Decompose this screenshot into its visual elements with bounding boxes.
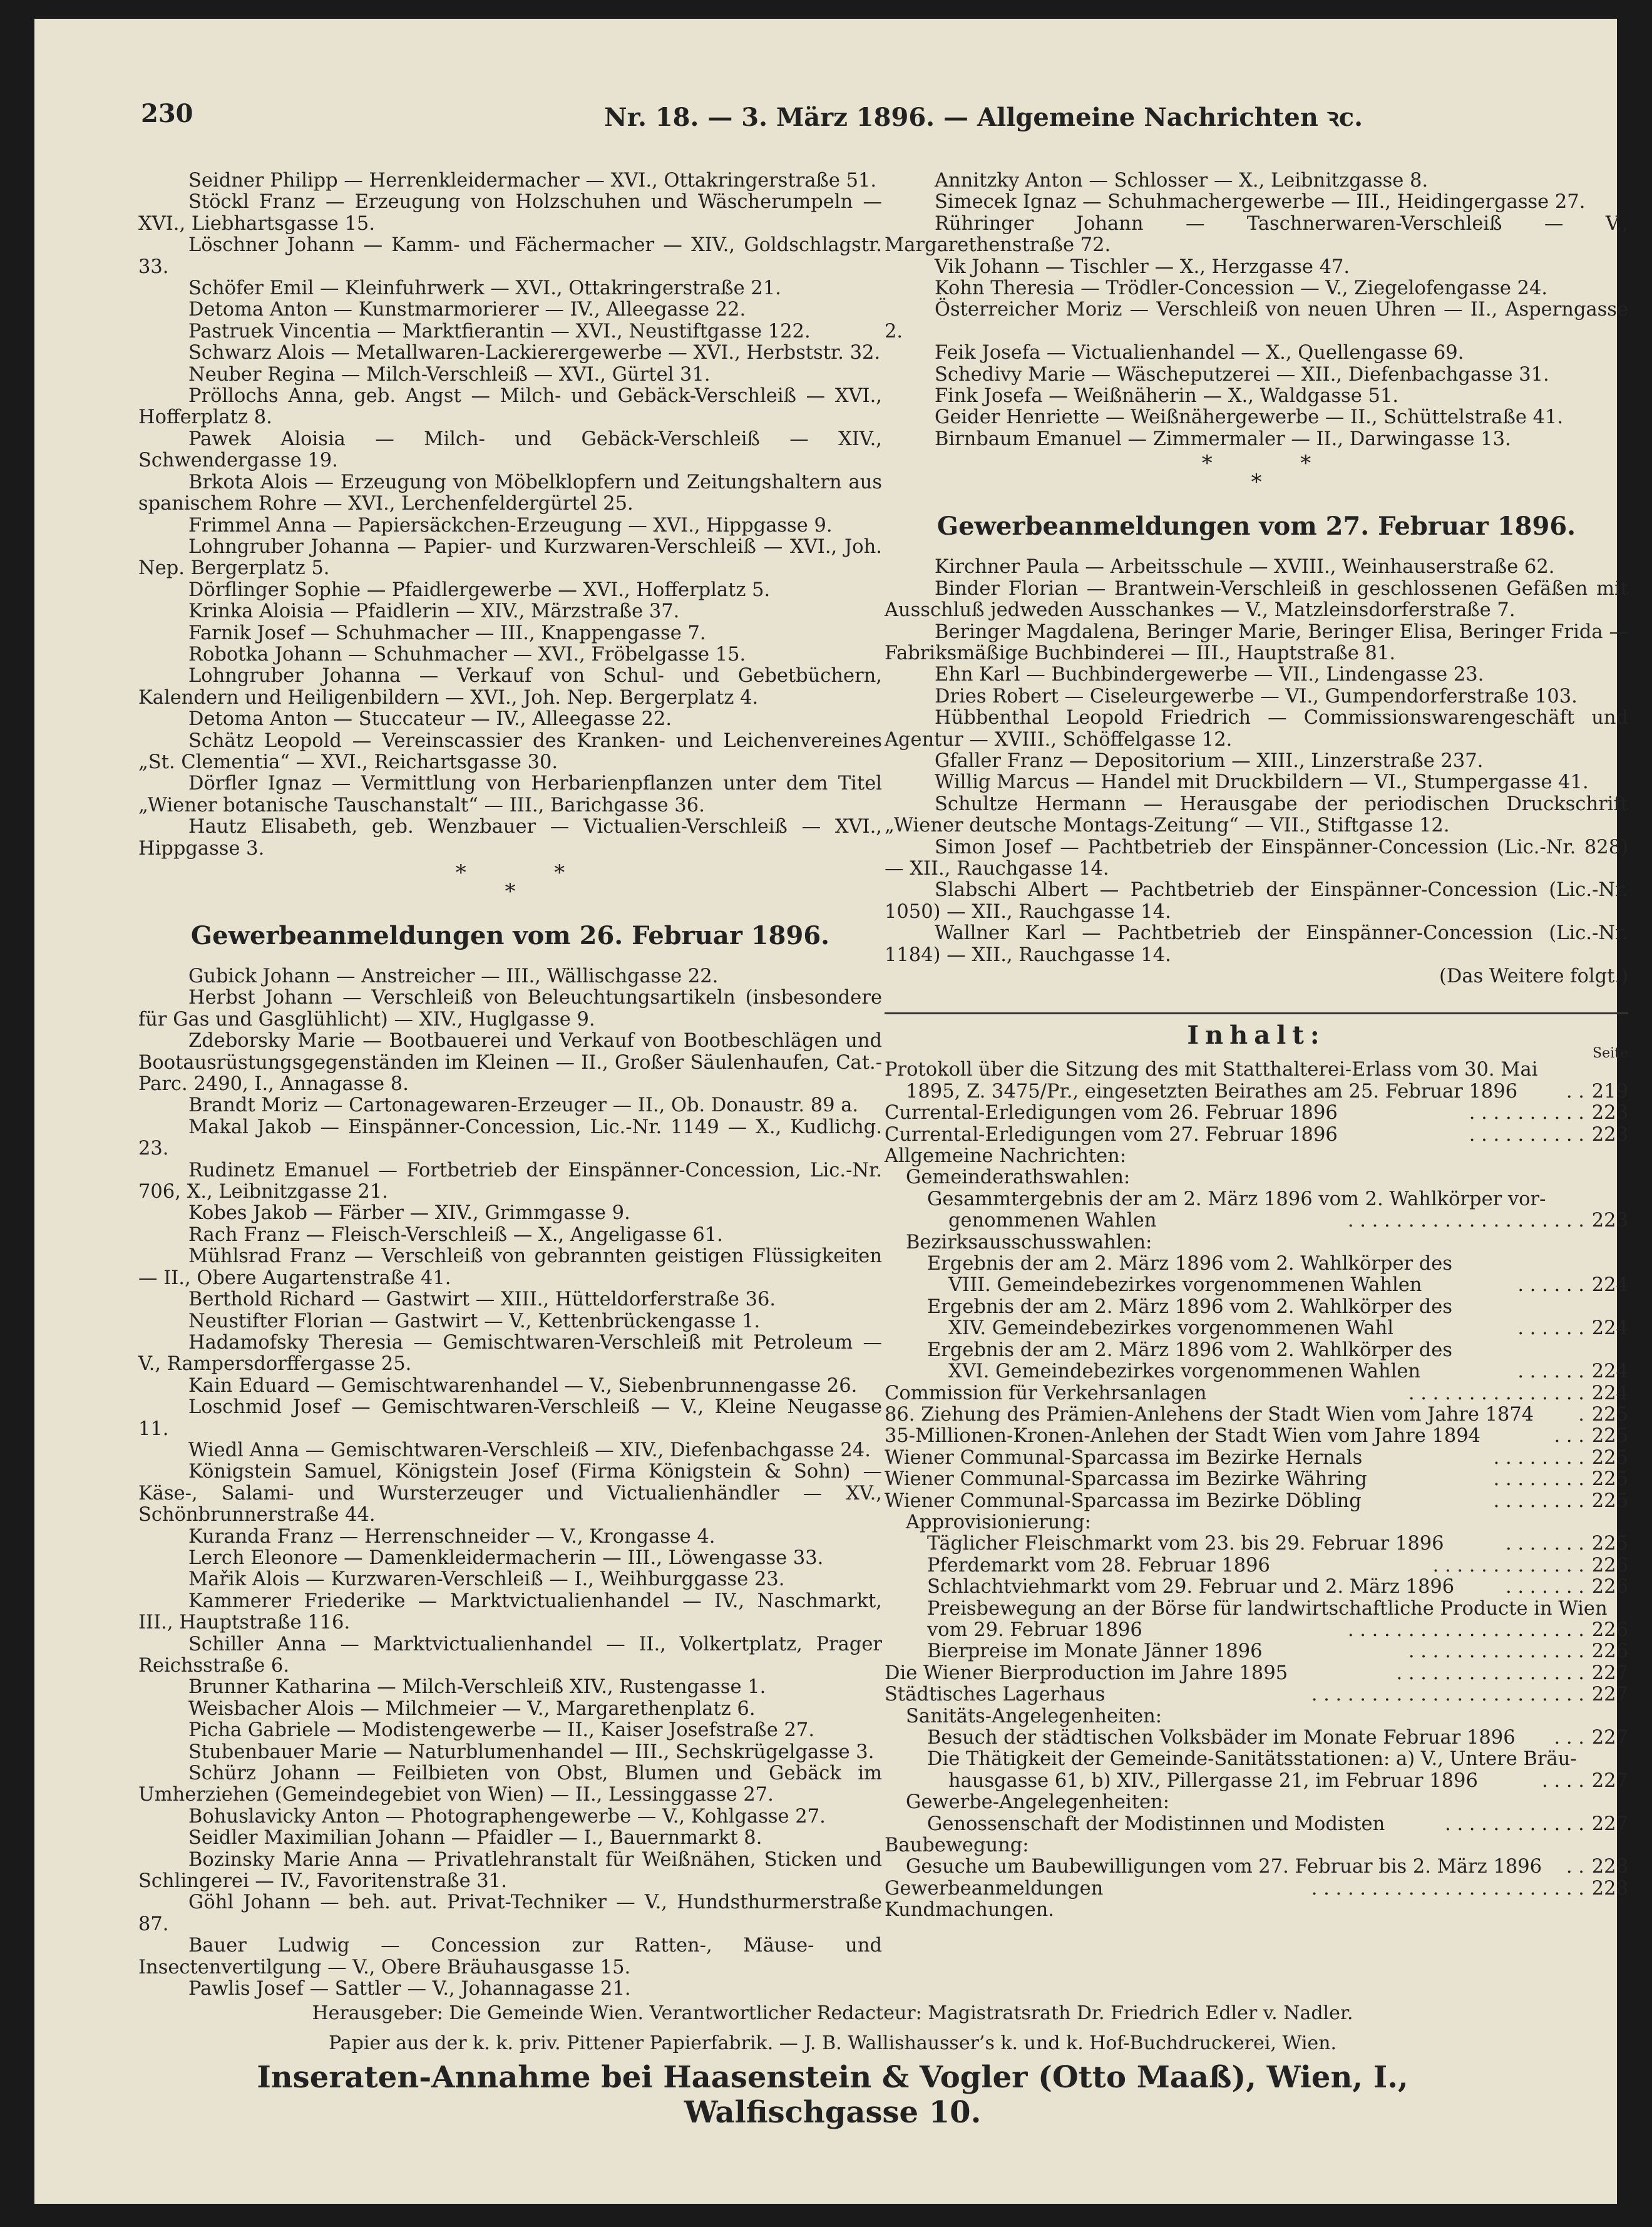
- toc-page: 226: [1591, 1640, 1628, 1663]
- list-item: Birnbaum Emanuel — Zimmermaler — II., Darwingasse 13.: [935, 428, 1511, 450]
- entry-list: [885, 170, 1628, 450]
- list-item: Dries Robert — Ciseleurgewerbe — VI., Gumpendorferstraße 103.: [935, 685, 1578, 707]
- toc-page: 225: [1591, 1468, 1628, 1491]
- list-item: Brkota Alois — Erzeugung von Möbelklopfern und Zeitungshaltern aus spanischem Rohre — XVI., Lerchenfeldergürtel 25.: [138, 471, 882, 515]
- toc-row: Gewerbeanmeldungen . . . . . . . . . . . . . . . . . . . . . . . 228: [885, 1877, 1628, 1900]
- list-item: Seidler Maximilian Johann — Pfaidler — I., Bauernmarkt 8.: [188, 1827, 762, 1849]
- section-title: Gewerbeanmeldungen vom 27. Februar 1896.: [936, 512, 1576, 542]
- list-item: Rach Franz — Fleisch-Verschleiß — X., Angeligasse 61.: [188, 1223, 723, 1246]
- list-item: Stöckl Franz — Erzeugung von Holzschuhen und Wäscherumpeln — XVI., Liebhartsgasse 15.: [138, 191, 882, 235]
- list-item: Dörfler Ignaz — Vermittlung von Herbarienpflanzen unter dem Titel „Wiener botanische Tauschanstalt“ — III., Barichgasse 36.: [138, 773, 882, 816]
- list-item: Wallner Karl — Pachtbetrieb der Einspänner-Concession (Lic.-Nr. 1184) — XII., Rauchgasse 14.: [885, 922, 1628, 966]
- toc-row: Wiener Communal-Sparcassa im Bezirke Hernals . . . . . . . . 225: [885, 1446, 1628, 1469]
- list-item: Schultze Hermann — Herausgabe der periodischen Druckschrift „Wiener deutsche Montags-Zeitung“ — VII., Stiftgasse 12.: [885, 793, 1628, 837]
- list-item: Rudinetz Emanuel — Fortbetrieb der Einspänner-Concession, Lic.-Nr. 706, X., Leibnitzgasse 21.: [138, 1159, 882, 1203]
- toc-row: Ergebnis der am 2. März 1896 vom 2. Wahlkörper des: [927, 1295, 1452, 1318]
- list-item: Kuranda Franz — Herrenschneider — V., Krongasse 4.: [188, 1525, 716, 1548]
- toc-row: 86. Ziehung des Prämien-Anlehens der Stadt Wien vom Jahre 1874 . 225: [885, 1403, 1628, 1426]
- list-item: Seidner Philipp — Herrenkleidermacher — XVI., Ottakringerstraße 51.: [188, 170, 877, 192]
- list-item: Binder Florian — Brantwein-Verschleiß in geschlossenen Gefäßen mit Ausschluß jedweden Ausschankes — V., Matzleinsdorferstraße 7.: [885, 577, 1628, 622]
- list-item: Hübbenthal Leopold Friedrich — Commissionswarengeschäft und Agentur — XVIII., Schöffelgasse 12.: [885, 707, 1628, 751]
- list-item: Frimmel Anna — Papiersäckchen-Erzeugung — XVI., Hippgasse 9.: [188, 514, 833, 537]
- list-item: Lohngruber Johanna — Verkauf von Schul- und Gebetbüchern, Kalendern und Heiligenbildern — XVI., Joh. Nep. Bergerplatz 4.: [138, 665, 882, 709]
- list-item: Loschmid Josef — Gemischtwaren-Verschleiß — V., Kleine Neugasse 11.: [138, 1396, 882, 1440]
- list-item: Kobes Jakob — Färber — XIV., Grimmgasse 9.: [188, 1202, 630, 1225]
- list-item: Detoma Anton — Stuccateur — IV., Alleegasse 22.: [188, 708, 672, 731]
- list-item: Fink Josefa — Weißnäherin — X., Waldgasse 51.: [935, 385, 1399, 408]
- toc-page: 226: [1591, 1576, 1628, 1598]
- publisher-line: Herausgeber: Die Gemeinde Wien. Verantwortlicher Redacteur: Magistratsrath Dr. Friedrich Edler v. Nadler.: [312, 2002, 1353, 2024]
- toc-row: vom 29. Februar 1896 . . . . . . . . . . . . . . . . . . . . 226: [927, 1618, 1628, 1641]
- list-item: Bozinsky Marie Anna — Privatlehranstalt für Weißnähen, Sticken und Schlingerei — IV., Favoritenstraße 31.: [138, 1848, 882, 1893]
- list-item: Lerch Eleonore — Damenkleidermacherin — III., Löwengasse 33.: [188, 1546, 824, 1569]
- toc-page: 223: [1591, 1102, 1628, 1124]
- list-item: Pastruek Vincentia — Marktfierantin — XVI., Neustiftgasse 122.: [188, 320, 811, 342]
- toc-page: 227: [1591, 1813, 1628, 1835]
- list-item: Weisbacher Alois — Milchmeier — V., Margarethenplatz 6.: [188, 1697, 756, 1720]
- list-item: Simon Josef — Pachtbetrieb der Einspänner-Concession (Lic.-Nr. 828) — XII., Rauchgasse 14.: [885, 836, 1628, 880]
- toc-row: Protokoll über die Sitzung des mit Statthalterei-Erlass vom 30. Mai: [885, 1059, 1538, 1081]
- toc-row: Commission für Verkehrsanlagen . . . . . . . . . . . . . . . 224: [885, 1382, 1628, 1404]
- left-column: [138, 170, 882, 2000]
- page-header: [141, 88, 1518, 131]
- list-item: Hadamofsky Theresia — Gemischtwaren-Verschleiß mit Petroleum — V., Rampersdorffergasse 25.: [138, 1331, 882, 1376]
- toc-row: Bierpreise im Monate Jänner 1896 . . . . . . . . . . . . . . . 226: [927, 1640, 1628, 1663]
- section-divider: * * *: [1201, 451, 1311, 495]
- list-item: Mařik Alois — Kurzwaren-Verschleiß — I., Weihburggasse 23.: [188, 1568, 785, 1591]
- list-item: Brunner Katharina — Milch-Verschleiß XIV., Rustengasse 1.: [188, 1676, 766, 1699]
- toc-row: Gesuche um Baubewilligungen vom 27. Februar bis 2. März 1896 . . 228: [906, 1856, 1628, 1878]
- list-item: Zdeborsky Marie — Bootbauerei und Verkauf von Bootbeschlägen und Bootausrüstungsgegenständen im Kleinen — II., Großer Säulenhaufen, Cat.-Parc. 2490, I., Annagasse 8.: [138, 1030, 882, 1096]
- list-item: Bauer Ludwig — Concession zur Ratten-, Mäuse- und Insectenvertilgung — V., Obere Bräuhausgasse 15.: [138, 1935, 882, 1978]
- list-item: Pawlis Josef — Sattler — V., Johannagasse 21.: [188, 1978, 631, 2000]
- list-item: Willig Marcus — Handel mit Druckbildern — VI., Stumpergasse 41.: [935, 771, 1589, 794]
- list-item: Gubick Johann — Anstreicher — III., Wällischgasse 22.: [188, 965, 719, 987]
- list-item: Kohn Theresia — Trödler-Concession — V., Ziegelofengasse 24.: [935, 277, 1548, 300]
- list-item: Löschner Johann — Kamm- und Fächermacher — XIV., Goldschlagstr. 33.: [138, 234, 882, 278]
- list-item: Mühlsrad Franz — Verschleiß von gebrannten geistigen Flüssigkeiten — II., Obere Augartenstraße 41.: [138, 1245, 882, 1289]
- toc-row: hausgasse 61, b) XIV., Pillergasse 21, im Februar 1896 . . . . 227: [948, 1769, 1628, 1792]
- toc-row: 35-Millionen-Kronen-Anlehen der Stadt Wien vom Jahre 1894 . . . 225: [885, 1425, 1628, 1448]
- toc-row: Sanitäts-Angelegenheiten:: [906, 1705, 1162, 1727]
- list-item: Rühringer Johann — Taschnerwaren-Verschleiß — V., Margarethenstraße 72.: [885, 212, 1628, 257]
- toc-row: Approvisionierung:: [906, 1511, 1091, 1533]
- toc-page: 224: [1591, 1274, 1628, 1297]
- toc-row: Gewerbe-Angelegenheiten:: [906, 1791, 1169, 1814]
- list-item: Schöfer Emil — Kleinfuhrwerk — XVI., Ottakringerstraße 21.: [188, 277, 781, 300]
- toc-page: 227: [1591, 1662, 1628, 1684]
- toc-page: 223: [1591, 1210, 1628, 1232]
- running-title: Nr. 18. — 3. März 1896. — Allgemeine Nachrichten ꝛc.: [604, 103, 1363, 132]
- toc-row: genommenen Wahlen . . . . . . . . . . . . . . . . . . . . 223: [948, 1210, 1628, 1232]
- entry-list: [138, 966, 882, 2000]
- list-item: Geider Henriette — Weißnähergewerbe — II., Schüttelstraße 41.: [935, 406, 1564, 429]
- newspaper-page: [34, 19, 1628, 2204]
- list-item: Königstein Samuel, Königstein Josef (Firma Königstein & Sohn) — Käse-, Salami- und Wursterzeuger und Victualienhändler — XV., Schönbrunnerstraße 44.: [138, 1461, 882, 1526]
- list-item: Berthold Richard — Gastwirt — XIII., Hütteldorferstraße 36.: [188, 1288, 776, 1311]
- toc-page: 225: [1591, 1533, 1628, 1555]
- list-item: Detoma Anton — Kunstmarmorierer — IV., Alleegasse 22.: [188, 299, 746, 321]
- list-item: Schätz Leopold — Vereinscassier des Kranken- und Leichenvereines „St. Clementia“ — XVI., Reichartsgasse 30.: [138, 729, 882, 773]
- toc-page: 227: [1591, 1684, 1628, 1706]
- list-item: Brandt Moriz — Cartonagewaren-Erzeuger — II., Ob. Donaustr. 89 a.: [188, 1094, 859, 1117]
- list-item: Feik Josefa — Victualienhandel — X., Quellengasse 69.: [935, 342, 1464, 364]
- list-item: Stubenbauer Marie — Naturblumenhandel — III., Sechskrügelgasse 3.: [188, 1741, 875, 1763]
- page-number: 230: [141, 99, 193, 128]
- toc-page: 227: [1591, 1769, 1628, 1792]
- toc-page: 226: [1591, 1554, 1628, 1576]
- list-item: Beringer Magdalena, Beringer Marie, Beringer Elisa, Beringer Frida — Fabriksmäßige Buchbinderei — III., Hauptstraße 81.: [885, 620, 1628, 664]
- advertising-line: Inseraten-Annahme bei Haasenstein & Vogler (Otto Maaß), Wien, I., Walfischgasse 10.: [257, 2060, 1408, 2130]
- toc-row: Gemeinderathswahlen:: [906, 1166, 1131, 1189]
- list-item: Farnik Josef — Schuhmacher — III., Knappengasse 7.: [188, 622, 706, 644]
- list-item: Robotka Johann — Schuhmacher — XVI., Fröbelgasse 15.: [188, 643, 746, 666]
- list-item: Slabschi Albert — Pachtbetrieb der Einspänner-Concession (Lic.-Nr. 1050) — XII., Rauchgasse 14.: [885, 879, 1628, 923]
- toc-row: Preisbewegung an der Börse für landwirtschaftliche Producte in Wien: [927, 1597, 1608, 1620]
- section-divider: * * *: [455, 860, 565, 904]
- list-item: Annitzky Anton — Schlosser — X., Leibnitzgasse 8.: [935, 170, 1429, 192]
- toc-row: Die Thätigkeit der Gemeinde-Sanitätsstationen: a) V., Untere Bräu-: [927, 1748, 1577, 1771]
- entry-list: [138, 170, 882, 860]
- toc-title: Inhalt:: [1187, 1021, 1326, 1051]
- list-item: Österreicher Moriz — Verschleiß von neuen Uhren — II., Asperngasse 2.: [885, 299, 1628, 342]
- list-item: Schiller Anna — Marktvictualienhandel — II., Volkertplatz, Prager Reichsstraße 6.: [138, 1633, 882, 1677]
- toc-row: Ergebnis der am 2. März 1896 vom 2. Wahlkörper des: [927, 1253, 1452, 1275]
- toc-row: Currental-Erledigungen vom 26. Februar 1896 . . . . . . . . . . 223: [885, 1102, 1628, 1124]
- toc-row: Täglicher Fleischmarkt vom 23. bis 29. Februar 1896 . . . . . . . 225: [927, 1533, 1628, 1555]
- toc-page: 227: [1591, 1727, 1628, 1749]
- toc-row: Genossenschaft der Modistinnen und Modisten . . . . . . . . . . . . 227: [927, 1813, 1628, 1835]
- toc-row: Kundmachungen.: [885, 1899, 1054, 1921]
- list-item: Pröllochs Anna, geb. Angst — Milch- und Gebäck-Verschleiß — XVI., Hofferplatz 8.: [138, 385, 882, 429]
- list-item: Schedivy Marie — Wäscheputzerei — XII., Diefenbachgasse 31.: [935, 363, 1549, 386]
- toc-row: Die Wiener Bierproduction im Jahre 1895 . . . . . . . . . . . . . . . . 227: [885, 1662, 1628, 1684]
- toc-row: Städtisches Lagerhaus . . . . . . . . . . . . . . . . . . . . . . . 227: [885, 1684, 1628, 1706]
- right-column: [885, 170, 1628, 1921]
- toc-page-header: Seite: [1593, 1046, 1628, 1062]
- list-item: Picha Gabriele — Modistengewerbe — II., Kaiser Josefstraße 27.: [188, 1719, 815, 1742]
- toc-row: Pferdemarkt vom 28. Februar 1896 . . . . . . . . . . . . . 226: [927, 1554, 1628, 1576]
- list-item: Makal Jakob — Einspänner-Concession, Lic.-Nr. 1149 — X., Kudlichg. 23.: [138, 1116, 882, 1160]
- toc-row: Gesammtergebnis der am 2. März 1896 vom 2. Wahlkörper vor-: [927, 1188, 1546, 1210]
- list-item: Simecek Ignaz — Schuhmachergewerbe — III., Heidingergasse 27.: [935, 191, 1586, 213]
- section-title: Gewerbeanmeldungen vom 26. Februar 1896.: [190, 921, 830, 950]
- toc-page: 219: [1591, 1080, 1628, 1103]
- toc-page: 226: [1591, 1618, 1628, 1641]
- toc-row: XVI. Gemeindebezirkes vorgenommenen Wahlen . . . . . . 224: [948, 1360, 1628, 1383]
- toc-row: Wiener Communal-Sparcassa im Bezirke Währing . . . . . . . . 225: [885, 1468, 1628, 1491]
- entry-list: [885, 557, 1628, 966]
- toc-page: 225: [1591, 1403, 1628, 1426]
- list-item: Krinka Aloisia — Pfaidlerin — XIV., Märzstraße 37.: [188, 600, 680, 623]
- list-item: Vik Johann — Tischler — X., Herzgasse 47.: [935, 255, 1350, 278]
- toc-row: VIII. Gemeindebezirkes vorgenommenen Wahlen . . . . . . 224: [948, 1274, 1628, 1297]
- toc-page: 224: [1591, 1317, 1628, 1340]
- toc-page: 228: [1591, 1877, 1628, 1900]
- toc-page: 224: [1591, 1382, 1628, 1404]
- list-item: Kain Eduard — Gemischtwarenhandel — V., Siebenbrunnengasse 26.: [188, 1374, 858, 1397]
- list-item: Schürz Johann — Feilbieten von Obst, Blumen und Gebäck im Umherziehen (Gemeindegebiet von Wien) — II., Lessinggasse 27.: [138, 1762, 882, 1806]
- list-item: Lohngruber Johanna — Papier- und Kurzwaren-Verschleiß — XVI., Joh. Nep. Bergerplatz 5.: [138, 535, 882, 580]
- list-item: Kirchner Paula — Arbeitsschule — XVIII., Weinhauserstraße 62.: [935, 556, 1555, 579]
- list-item: Wiedl Anna — Gemischtwaren-Verschleiß — XIV., Diefenbachgasse 24.: [188, 1439, 871, 1461]
- toc-row: XIV. Gemeindebezirkes vorgenommenen Wahl . . . . . . 224: [948, 1317, 1628, 1340]
- list-item: Ehn Karl — Buchbindergewerbe — VII., Lindengasse 23.: [935, 664, 1484, 686]
- list-item: Pawek Aloisia — Milch- und Gebäck-Verschleiß — XIV., Schwendergasse 19.: [138, 428, 882, 472]
- toc-page: 225: [1591, 1489, 1628, 1512]
- table-of-contents: [885, 1012, 1628, 1921]
- list-item: Neuber Regina — Milch-Verschleiß — XVI., Gürtel 31.: [188, 363, 711, 386]
- list-item: Kammerer Friederike — Marktvictualienhandel — IV., Naschmarkt, III., Hauptstraße 116.: [138, 1590, 882, 1634]
- toc-row: Baubewegung:: [885, 1834, 1029, 1857]
- toc-row: Currental-Erledigungen vom 27. Februar 1896 . . . . . . . . . . 223: [885, 1123, 1628, 1146]
- list-item: Schwarz Alois — Metallwaren-Lackierergewerbe — XVI., Herbststr. 32.: [188, 342, 881, 364]
- toc-page: 225: [1591, 1425, 1628, 1448]
- list-item: Dörflinger Sophie — Pfaidlergewerbe — XVI., Hofferplatz 5.: [188, 579, 771, 601]
- printer-line: Papier aus der k. k. priv. Pittener Papierfabrik. — J. B. Wallishausser’s k. und k. Hof-Buchdruckerei, Wien.: [328, 2032, 1337, 2054]
- list-item: Hautz Elisabeth, geb. Wenzbauer — Victualien-Verschleiß — XVI., Hippgasse 3.: [138, 816, 882, 860]
- toc-page: 228: [1591, 1856, 1628, 1878]
- toc-page: 225: [1591, 1446, 1628, 1469]
- toc-row: Wiener Communal-Sparcassa im Bezirke Döbling . . . . . . . . 225: [885, 1489, 1628, 1512]
- toc-row: 1895, Z. 3475/Pr., eingesetzten Beirathes am 25. Februar 1896 . . 219: [906, 1080, 1628, 1103]
- toc-row: Allgemeine Nachrichten:: [885, 1145, 1127, 1168]
- toc-row: Ergebnis der am 2. März 1896 vom 2. Wahlkörper des: [927, 1339, 1452, 1361]
- continued-note: (Das Weitere folgt.): [1439, 965, 1628, 987]
- toc-row: Bezirksausschusswahlen:: [906, 1231, 1152, 1253]
- toc-row: Besuch der städtischen Volksbäder im Monate Februar 1896 . . . 227: [927, 1727, 1628, 1749]
- list-item: Gfaller Franz — Depositorium — XIII., Linzerstraße 237.: [935, 749, 1484, 772]
- toc-page: 223: [1591, 1123, 1628, 1146]
- toc-page: 224: [1591, 1360, 1628, 1383]
- list-item: Herbst Johann — Verschleiß von Beleuchtungsartikeln (insbesondere für Gas und Gasglühlicht) — XIV., Huglgasse 9.: [138, 987, 882, 1031]
- toc-row: Schlachtviehmarkt vom 29. Februar und 2. März 1896 . . . . . . . 226: [927, 1576, 1628, 1598]
- list-item: Göhl Johann — beh. aut. Privat-Techniker — V., Hundsthurmerstraße 87.: [138, 1891, 882, 1935]
- list-item: Neustifter Florian — Gastwirt — V., Kettenbrückengasse 1.: [188, 1310, 761, 1332]
- list-item: Bohuslavicky Anton — Photographengewerbe — V., Kohlgasse 27.: [188, 1805, 826, 1828]
